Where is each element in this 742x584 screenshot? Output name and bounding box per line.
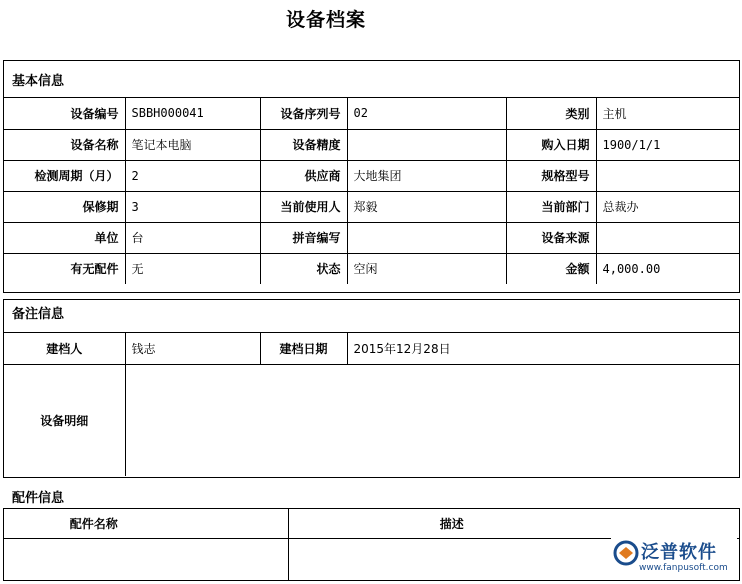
creator-value: 钱志 xyxy=(125,333,260,364)
field-label: 设备来源 xyxy=(506,222,596,253)
table-header-row xyxy=(4,509,739,538)
table-row xyxy=(4,222,739,253)
brand-logo-name: 泛普软件 xyxy=(641,542,717,563)
remark-heading: 备注信息 xyxy=(4,300,739,333)
field-label: 当前部门 xyxy=(506,191,596,222)
table-row xyxy=(4,129,739,160)
field-value: 1900/1/1 xyxy=(596,129,739,160)
detail-label: 设备明细 xyxy=(4,364,125,476)
table-row xyxy=(4,160,739,191)
field-value xyxy=(347,222,506,253)
field-value xyxy=(596,222,739,253)
date-value: 2015年12月28日 xyxy=(347,333,739,364)
parts-heading: 配件信息 xyxy=(12,491,65,506)
field-label: 状态 xyxy=(260,253,347,284)
field-value: 笔记本电脑 xyxy=(125,129,260,160)
brand-logo-icon xyxy=(613,540,639,566)
field-value: 总裁办 xyxy=(596,191,739,222)
table-row xyxy=(4,253,739,284)
parts-name-cell xyxy=(4,538,288,580)
basic-info-table xyxy=(4,98,739,284)
field-value: 3 xyxy=(125,191,260,222)
field-label: 有无配件 xyxy=(4,253,125,284)
field-value: 空闲 xyxy=(347,253,506,284)
table-row xyxy=(4,191,739,222)
field-value: 无 xyxy=(125,253,260,284)
basic-info-section xyxy=(3,60,740,293)
field-value: 2 xyxy=(125,160,260,191)
basic-info-heading: 基本信息 xyxy=(4,61,739,98)
remark-section xyxy=(3,299,740,478)
date-label: 建档日期 xyxy=(260,333,347,364)
field-value: 4,000.00 xyxy=(596,253,739,284)
field-value xyxy=(596,160,739,191)
table-row xyxy=(4,333,739,364)
field-label: 当前使用人 xyxy=(260,191,347,222)
field-value: SBBH000041 xyxy=(125,98,260,129)
field-label: 检测周期（月） xyxy=(4,160,125,191)
detail-value xyxy=(125,364,739,476)
field-label: 拼音编写 xyxy=(260,222,347,253)
field-value: 02 xyxy=(347,98,506,129)
field-label: 设备编号 xyxy=(4,98,125,129)
field-label: 设备精度 xyxy=(260,129,347,160)
field-label: 购入日期 xyxy=(506,129,596,160)
page-title: 设备档案 xyxy=(285,9,366,31)
field-label: 供应商 xyxy=(260,160,347,191)
field-value: 主机 xyxy=(596,98,739,129)
field-label: 保修期 xyxy=(4,191,125,222)
table-row xyxy=(4,98,739,129)
field-value: 郑毅 xyxy=(347,191,506,222)
parts-col-desc: 描述 xyxy=(288,509,739,538)
field-value: 大地集团 xyxy=(347,160,506,191)
field-value: 台 xyxy=(125,222,260,253)
field-label: 设备序列号 xyxy=(260,98,347,129)
field-label: 单位 xyxy=(4,222,125,253)
field-label: 规格型号 xyxy=(506,160,596,191)
field-value xyxy=(347,129,506,160)
parts-col-name: 配件名称 xyxy=(4,509,288,538)
field-label: 金额 xyxy=(506,253,596,284)
field-label: 类别 xyxy=(506,98,596,129)
field-label: 设备名称 xyxy=(4,129,125,160)
creator-label: 建档人 xyxy=(4,333,125,364)
table-row xyxy=(4,364,739,476)
brand-logo xyxy=(611,536,737,580)
brand-logo-url: www.fanpusoft.com xyxy=(639,563,728,573)
remark-table xyxy=(4,333,739,476)
